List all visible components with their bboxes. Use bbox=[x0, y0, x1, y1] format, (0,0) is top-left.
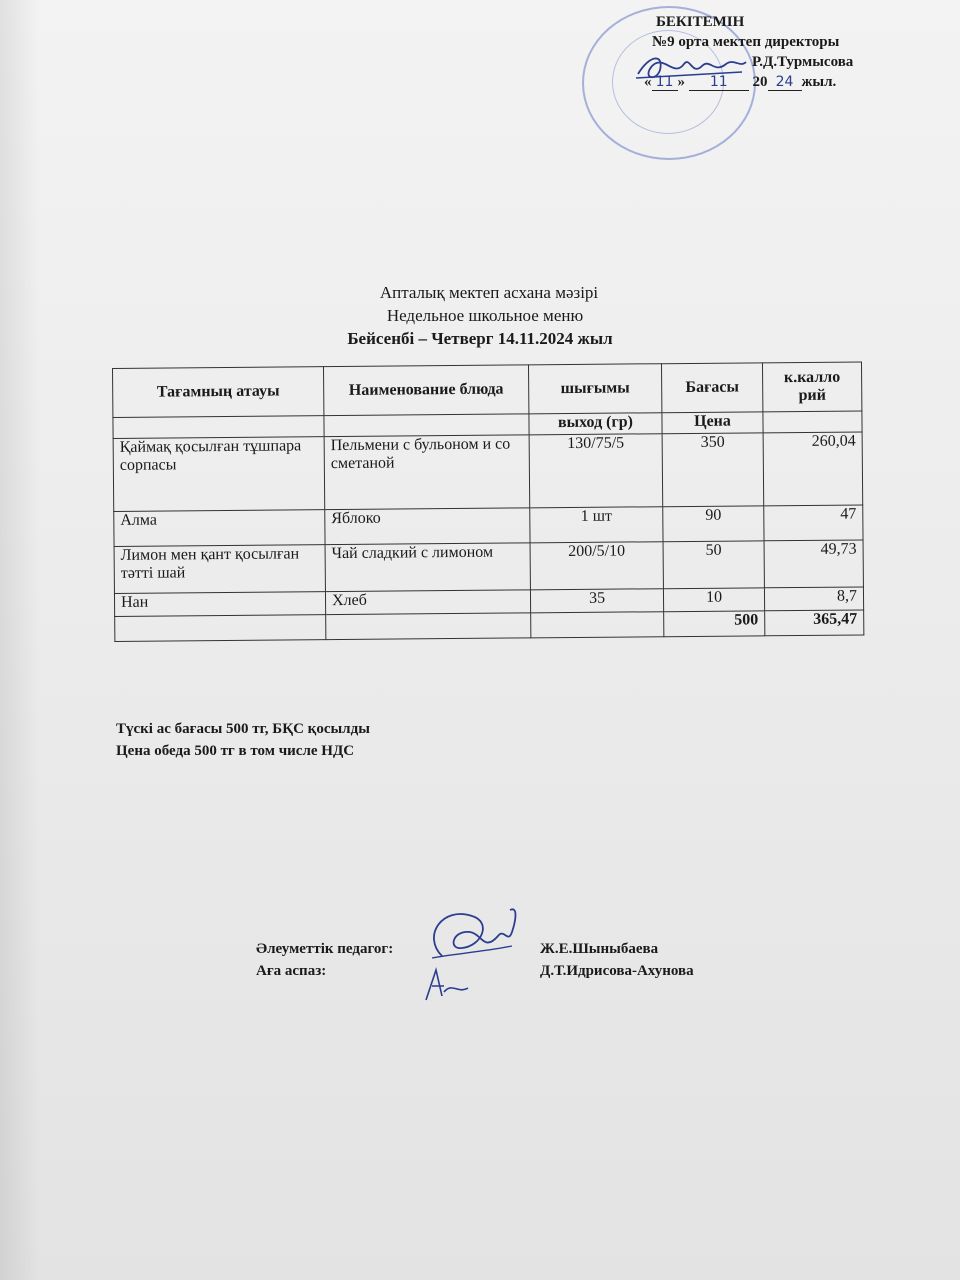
date-close-quote: » bbox=[677, 74, 685, 90]
total-empty-3 bbox=[531, 612, 664, 638]
role-social-pedagogue: Әлеуметтік педагог: bbox=[256, 941, 394, 957]
signatures-block bbox=[256, 938, 694, 982]
header-yield: шығымы bbox=[528, 364, 661, 414]
cell-kcal: 47 bbox=[764, 505, 863, 541]
subheader-price: Цена bbox=[662, 412, 763, 434]
signature-row-cook bbox=[256, 960, 694, 982]
cell-kcal: 8,7 bbox=[764, 587, 863, 611]
approval-school: №9 орта мектеп директоры bbox=[652, 34, 840, 50]
name-head-cook: Д.Т.Идрисова-Ахунова bbox=[540, 963, 694, 979]
page-shadow bbox=[0, 0, 40, 1280]
note-kz: Түскі ас бағасы 500 тг, БҚС қосылды bbox=[116, 721, 370, 737]
total-kcal: 365,47 bbox=[765, 610, 864, 636]
subheader-yield: выход (гр) bbox=[529, 413, 662, 435]
total-empty-1 bbox=[115, 615, 326, 642]
subheader-empty-5 bbox=[763, 411, 862, 433]
price-notes bbox=[116, 718, 370, 762]
handwritten-signatures bbox=[412, 896, 532, 1006]
header-dish-ru: Наименование блюда bbox=[323, 365, 528, 416]
header-dish-kz: Тағамның атауы bbox=[113, 367, 324, 418]
date-day: 11 bbox=[652, 74, 678, 91]
cell-dish-kz: Лимон мен қант қосылған тәтті шай bbox=[114, 545, 325, 594]
approval-title: БЕКІТЕМІН bbox=[656, 14, 745, 30]
note-ru: Цена обеда 500 тг в том числе НДС bbox=[116, 743, 355, 759]
date-open-quote: « bbox=[644, 74, 652, 90]
date-year-suffix: 24 bbox=[768, 74, 802, 91]
total-price: 500 bbox=[664, 611, 765, 637]
cell-yield: 35 bbox=[530, 589, 663, 613]
menu-table bbox=[112, 361, 864, 642]
table-total-row bbox=[115, 610, 864, 642]
total-empty-2 bbox=[326, 613, 531, 640]
table-row bbox=[113, 432, 863, 512]
cell-yield: 130/75/5 bbox=[529, 434, 663, 508]
date-year-word: жыл. bbox=[801, 74, 837, 90]
date-month: 11 bbox=[689, 74, 749, 91]
cell-price: 90 bbox=[663, 506, 764, 542]
signature-row-pedagogue bbox=[256, 938, 659, 960]
cell-dish-kz: Алма bbox=[114, 510, 325, 547]
title-day: Бейсенбі – Четверг 14.11.2024 жыл bbox=[347, 329, 613, 348]
table-row bbox=[114, 540, 863, 594]
name-social-pedagogue: Ж.Е.Шыныбаева bbox=[540, 941, 659, 957]
cell-dish-kz: Нан bbox=[114, 592, 325, 617]
cell-dish-ru: Чай сладкий с лимоном bbox=[325, 543, 530, 592]
approval-date bbox=[644, 72, 940, 92]
document-titles bbox=[0, 281, 960, 350]
cell-kcal: 260,04 bbox=[763, 432, 863, 506]
approval-director: Р.Д.Турмысова bbox=[752, 54, 854, 70]
cell-yield: 200/5/10 bbox=[530, 542, 663, 590]
cell-dish-ru: Хлеб bbox=[325, 590, 530, 615]
role-head-cook: Аға аспаз: bbox=[256, 963, 327, 979]
title-kz: Апталық мектеп асхана мәзірі bbox=[379, 283, 599, 302]
subheader-empty-2 bbox=[324, 414, 529, 437]
header-price: Бағасы bbox=[661, 363, 762, 413]
cell-dish-ru: Пельмени с бульоном и со сметаной bbox=[324, 435, 530, 510]
cell-price: 50 bbox=[663, 541, 764, 589]
cell-dish-ru: Яблоко bbox=[325, 508, 530, 545]
approval-block bbox=[640, 12, 940, 92]
cell-price: 350 bbox=[662, 433, 764, 507]
cell-price: 10 bbox=[663, 588, 764, 612]
title-ru: Недельное школьное меню bbox=[386, 306, 584, 325]
header-kcal: к.калло рий bbox=[762, 362, 861, 412]
cell-kcal: 49,73 bbox=[764, 540, 863, 588]
subheader-empty-1 bbox=[113, 416, 324, 439]
cell-yield: 1 шт bbox=[530, 507, 663, 543]
table-header-row bbox=[113, 362, 862, 418]
date-year-prefix: 20 bbox=[752, 74, 768, 90]
cell-dish-kz: Қаймақ қосылған тұшпара сорпасы bbox=[113, 437, 325, 512]
